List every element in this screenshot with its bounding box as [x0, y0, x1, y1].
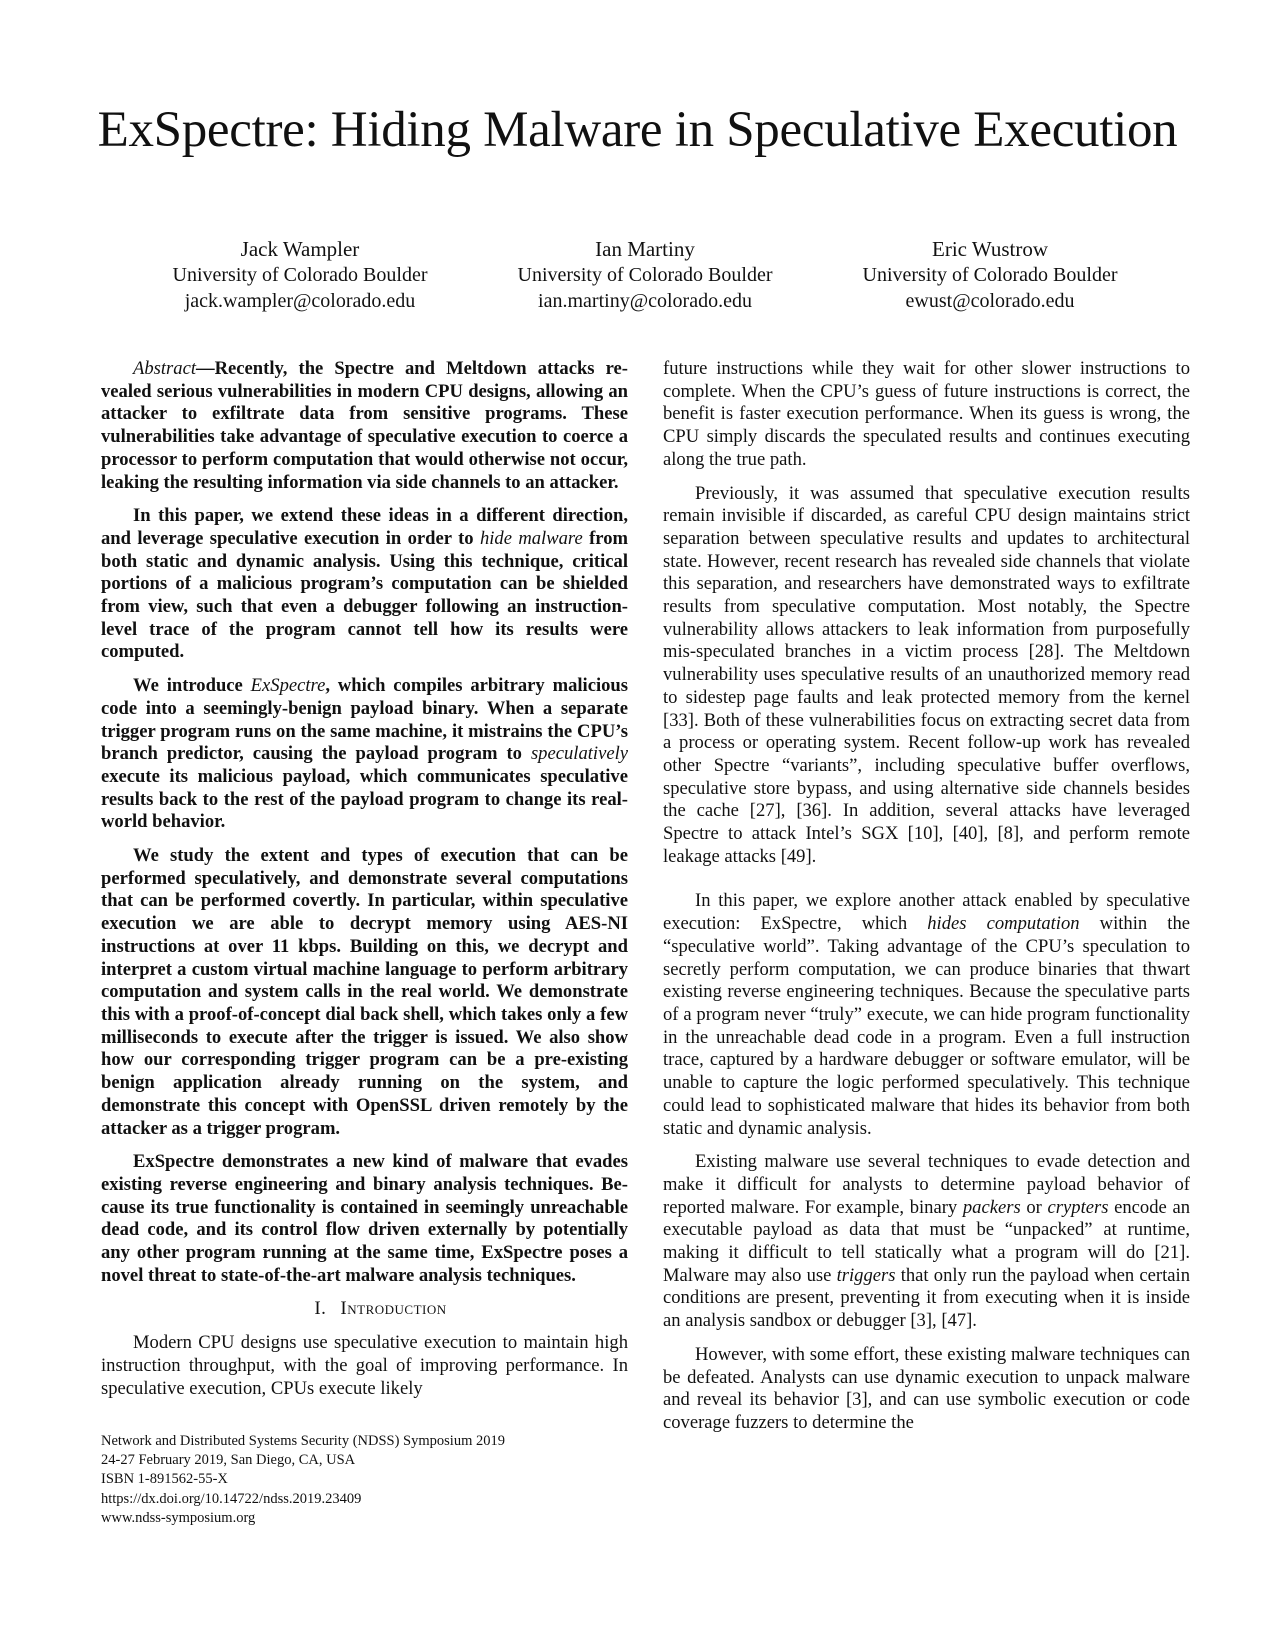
author-affiliation: University of Colorado Boulder	[517, 264, 773, 286]
conference-footer	[101, 1432, 621, 1528]
emphasis: packers	[962, 1196, 1021, 1218]
body-paragraph: Previously, it was assumed that speculative execution results remain invisible if discarded, as careful CPU design maintains strict separation between speculative results and updates to architectural state. However, recent research has revealed side channels that violate this separation, and researchers have demonstrated ways to exfiltrate results from speculative computation. Most notably, the Spectre vulnerability allows attackers to leak information from purposefully mis-speculated branches in a victim process [28]. The Meltdown vulnerability uses speculative results of an unauthorized memory read to sidestep page faults and leak protected memory from the kernel [33]. Both of these vulnerabilities focus on extracting secret data from a process or operating system. Recent follow-up work has revealed other Spectre “variants”, including speculative buffer overflows, speculative store bypass, and using alternative side channels besides the cache [27], [36]. In addition, several attacks have leveraged Spectre to attack Intel’s SGX [10], [40], [8], and perform remote leakage attacks [49].	[663, 482, 1190, 867]
footer-doi-link[interactable]: https://dx.doi.org/10.14722/ndss.2019.23409	[101, 1490, 362, 1507]
body-paragraph: Existing malware use several techniques to evade detection and make it difficult for analysts to determine payload behavior of reported malware. For example, binary packers or crypters encode an executable payload as data that must be “unpacked” at runtime, making it difficult to tell statically what a program will do [21]. Malware may also use triggers that only run the payload when certain conditions are present, preventing it from executing when it is inside an analysis sandbox or debugger [3], [47].	[663, 1151, 1190, 1332]
section-number: I.	[314, 1298, 327, 1320]
footer-venue: Network and Distributed Systems Security (NDSS) Symposium 2019	[101, 1433, 505, 1449]
abstract-label: Abstract	[133, 358, 197, 379]
abstract-paragraph: ExSpectre demonstrates a new kind of malware that evades existing reverse engineering and binary analysis techniques. Because its true functionality is contained in seemingly unreachable dead code, and its control flow driven externally by potentially any other program running at the same time, ExSpectre poses a novel threat to state-of-the-art malware analysis techniques.	[101, 1151, 628, 1286]
author-email: ian.martiny@colorado.edu	[538, 290, 752, 312]
body-paragraph: However, with some effort, these existing malware techniques can be defeated. Analysts can use dynamic execution to unpack malware and reveal its behavior [3], and can use symbolic execution or code coverage fuzzers to determine the	[663, 1343, 1190, 1433]
author-affiliation: University of Colorado Boulder	[172, 264, 428, 286]
author-email: ewust@colorado.edu	[905, 290, 1075, 312]
abstract-paragraph: We study the extent and types of execution that can be performed speculatively, and demonstrate several computations that can be performed covertly. In particular, within speculative execution we are able to decrypt memory using AES-NI instructions at over 11 kbps. Building on this, we decrypt and interpret a custom virtual machine language to perform arbitrary computation and system calls in the real world. We demonstrate this with a proof-of-concept dial back shell, which takes only a few milliseconds to execute after the trigger is issued. We also show how our corresponding trigger program can be a pre-existing benign application already running on the system, and demonstrate this concept with OpenSSL driven remotely by the attacker as a trigger program.	[101, 845, 628, 1139]
emphasis: ExSpectre	[250, 675, 326, 697]
footer-dates-location: 24-27 February 2019, San Diego, CA, USA	[101, 1452, 356, 1469]
abstract-paragraph: Abstract—Recently, the Spectre and Meltdown attacks revealed serious vulnerabilities in modern CPU designs, allowing an attacker to exfiltrate data from sensitive programs. These vulnerabilities take advantage of speculative execution to coerce a processor to perform computation that would otherwise not occur, leaking the resulting information via side channels to an attacker.	[101, 358, 628, 493]
author-list	[150, 236, 1140, 314]
abstract-paragraph: In this paper, we extend these ideas in a different direction, and leverage speculative execution in order to hide malware from both static and dynamic analysis. Using this technique, critical portions of a malicious program’s computation can be shielded from view, such that even a debugger following an instruction-level trace of the program cannot tell how its results were computed.	[101, 505, 628, 663]
author-affiliation: University of Colorado Boulder	[862, 264, 1118, 286]
paper-title: ExSpectre: Hiding Malware in Speculative Execution	[97, 102, 1178, 158]
emphasis: hides computation	[927, 913, 1080, 935]
left-column	[101, 358, 628, 1411]
emphasis: hide malware	[479, 527, 583, 549]
footer-website-link[interactable]: www.ndss-symposium.org	[101, 1509, 256, 1526]
abstract	[101, 358, 628, 1287]
author-name: Jack Wampler	[240, 237, 360, 261]
author-block	[150, 236, 450, 314]
author-email: jack.wampler@colorado.edu	[184, 290, 416, 312]
abstract-paragraph: We introduce ExSpectre, which compiles arbitrary malicious code into a seemingly-benign payload binary. When a separate trigger program runs on the same machine, it mistrains the CPU’s branch predictor, causing the payload program to speculatively execute its malicious payload, which communicates speculative results back to the rest of the payload program to change its real-world behavior.	[101, 675, 628, 833]
body-paragraph: Modern CPU designs use speculative execution to maintain high instruction throughput, with the goal of improving performance. In speculative execution, CPUs execute likely	[101, 1332, 628, 1399]
footer-isbn: ISBN 1-891562-55-X	[101, 1471, 228, 1488]
author-name: Ian Martiny	[595, 237, 695, 261]
author-name: Eric Wustrow	[932, 237, 1048, 261]
body-paragraph: In this paper, we explore another attack enabled by speculative execution: ExSpectre, which hides computation within the “speculative world”. Taking advantage of the CPU’s speculation to secretly perform computation, we can produce binaries that thwart existing reverse engineering techniques. Because the speculative parts of a program never “truly” execute, we can hide program functionality in the unreachable dead code in a program. Even a full instruction trace, captured by a hardware debugger or software emulator, will be unable to capture the logic performed speculatively. This technique could lead to sophisticated malware that hides its behavior from both static and dynamic analysis.	[663, 890, 1190, 1139]
emphasis: speculatively	[530, 743, 628, 765]
emphasis: triggers	[836, 1264, 896, 1286]
author-block	[495, 236, 795, 314]
right-column	[663, 358, 1190, 1446]
body-paragraph: future instructions while they wait for other slower instructions to complete. When the CPU’s guess of future instructions is correct, the benefit is faster execution performance. When its guess is wrong, the CPU simply discards the speculated results and continues executing along the true path.	[663, 358, 1190, 470]
emphasis: crypters	[1047, 1196, 1109, 1218]
section-heading	[101, 1298, 628, 1321]
section-title: Introduction	[340, 1298, 447, 1320]
author-block	[840, 236, 1140, 314]
